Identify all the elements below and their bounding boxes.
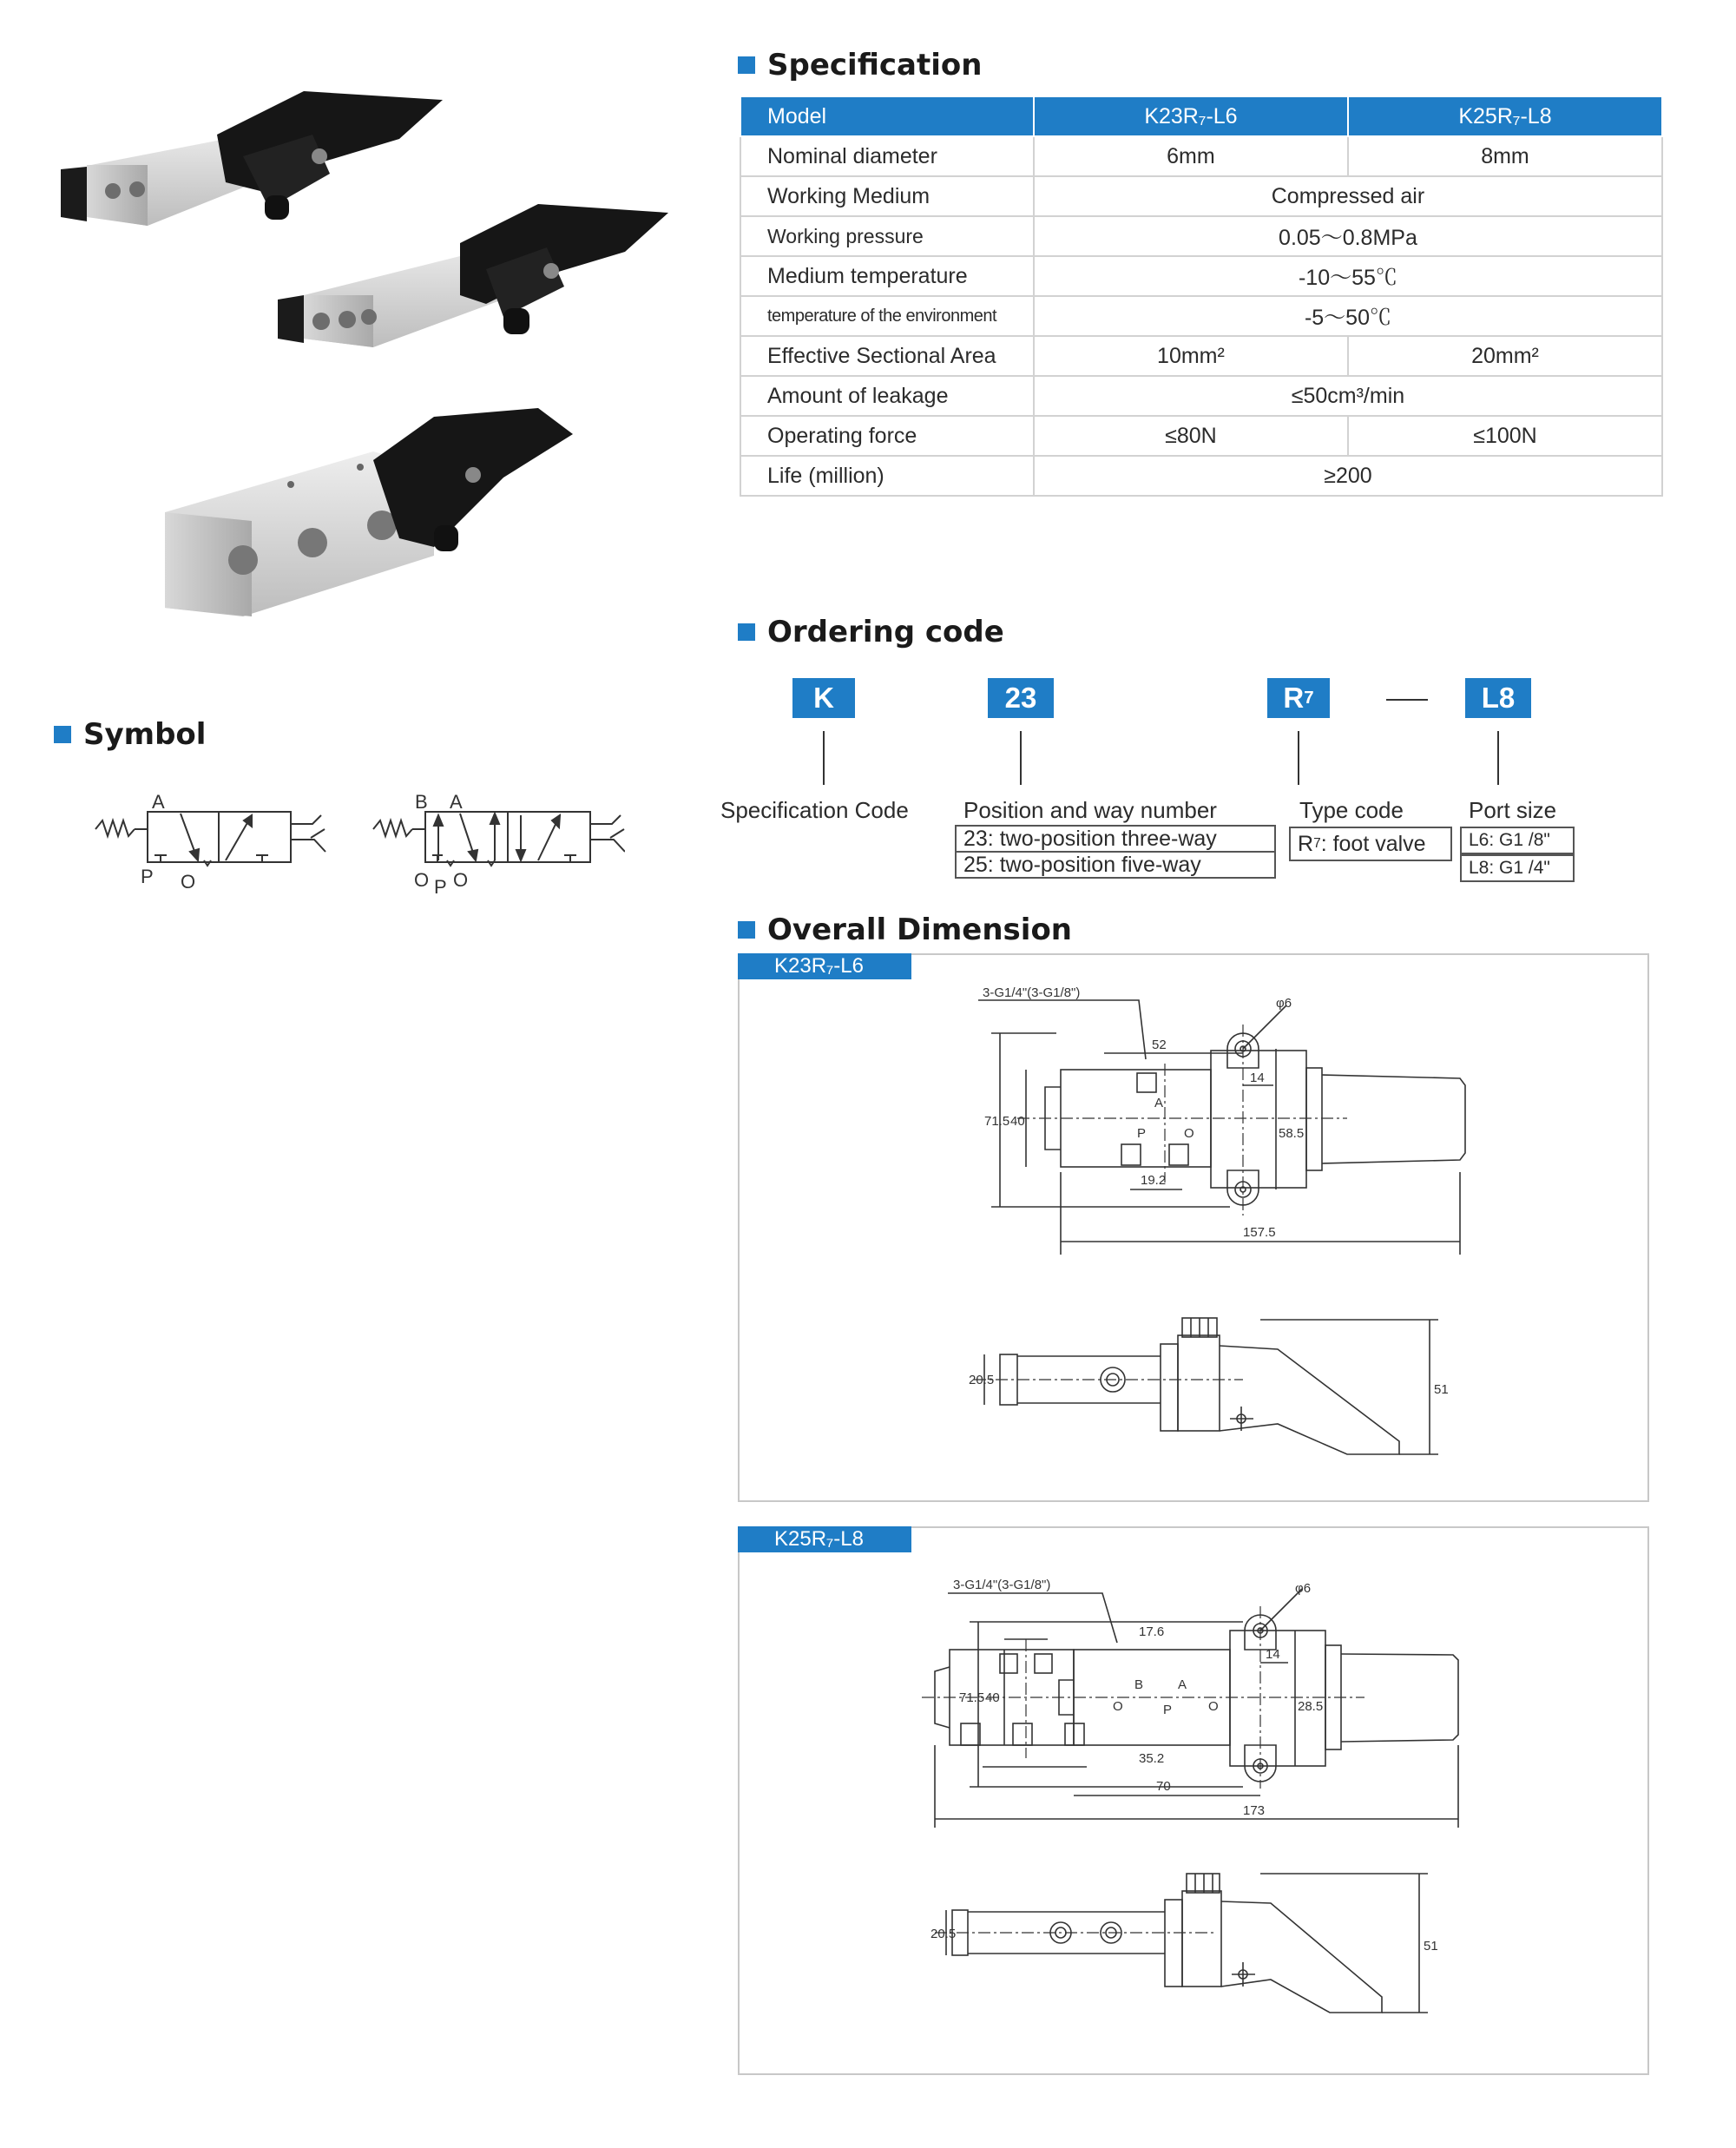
spec-label: Medium temperature: [740, 256, 1034, 296]
spec-value: 0.05～0.8MPa: [1034, 216, 1662, 256]
code-port: L8: [1465, 678, 1531, 718]
port-title: Port size: [1469, 797, 1557, 823]
dim-51: 51: [1434, 1382, 1449, 1397]
heading-square-icon: [54, 726, 71, 743]
dimension-title: Overall Dimension: [767, 913, 1073, 947]
dim-58-5: 58.5: [1279, 1126, 1305, 1141]
connector-line: [1298, 731, 1299, 785]
type-title: Type code: [1299, 797, 1404, 823]
spec-label: Life (million): [740, 456, 1034, 496]
spec-header-k23: K23R₇-L6: [1034, 96, 1348, 136]
dim-71-5: 71.5: [984, 1114, 1010, 1129]
dim-phi: φ6: [1295, 1581, 1312, 1596]
specification-table: [740, 96, 1663, 497]
type-r: R: [1298, 831, 1314, 856]
spec-label: Working pressure: [740, 216, 1034, 256]
spec-row-operating-force: [740, 416, 1662, 456]
valve-photo-2: [278, 204, 668, 347]
dim-port-a: A: [1178, 1677, 1187, 1692]
spec-row-leakage: [740, 376, 1662, 416]
spec-value: Compressed air: [1034, 176, 1662, 216]
port-option-l8: L8: G1 /4": [1460, 854, 1575, 882]
valve-photo-3: [165, 408, 573, 616]
symbol-port-o2: O: [453, 869, 469, 891]
dim-port-label: 3-G1/4"(3-G1/8"): [983, 985, 1081, 1000]
product-photos: [52, 52, 677, 642]
symbol-5-way: [373, 791, 625, 898]
dim-28-5: 28.5: [1298, 1699, 1324, 1714]
dim-14: 14: [1266, 1647, 1280, 1662]
spec-value: 20mm²: [1348, 336, 1662, 376]
spec-value: -10～55℃: [1034, 256, 1662, 296]
spec-header-row: [740, 96, 1662, 136]
spec-label: Working Medium: [740, 176, 1034, 216]
spec-value: 6mm: [1034, 136, 1348, 176]
code-r7: [1267, 678, 1330, 718]
dim-40: 40: [985, 1690, 1000, 1705]
spec-code-label: Specification Code: [720, 797, 909, 823]
spec-label: Effective Sectional Area: [740, 336, 1034, 376]
spec-header-model: Model: [740, 96, 1034, 136]
code-r-sub: 7: [1304, 688, 1314, 708]
dim-port-p: P: [1137, 1126, 1147, 1141]
dim-52: 52: [1152, 1038, 1167, 1052]
type-sub: 7: [1313, 836, 1321, 851]
spec-row-effective-area: [740, 336, 1662, 376]
dim-71-5: 71.5: [959, 1690, 985, 1705]
heading-square-icon: [738, 921, 755, 939]
dim-35-2: 35.2: [1139, 1751, 1165, 1766]
code-r-letter: R: [1283, 682, 1305, 714]
heading-square-icon: [738, 56, 755, 74]
dim-157-5: 157.5: [1243, 1225, 1276, 1240]
position-option-23: 23: two-position three-way: [955, 825, 1276, 853]
dimension-panel-k25: [738, 1526, 1649, 2075]
spec-row-nominal-diameter: [740, 136, 1662, 176]
dim-51: 51: [1424, 1939, 1438, 1954]
connector-line: [823, 731, 825, 785]
valve-symbols: [87, 786, 625, 899]
spec-value: ≤50cm³/min: [1034, 376, 1662, 416]
heading-square-icon: [738, 623, 755, 641]
symbol-port-o: O: [181, 871, 196, 893]
spec-header-k25: K25R₇-L8: [1348, 96, 1662, 136]
drawing-k25: [740, 1528, 1647, 2073]
dimension-panel-k23: [738, 953, 1649, 1502]
dimension-heading: [738, 913, 1072, 947]
spec-value: ≤80N: [1034, 416, 1348, 456]
symbol-port-a: A: [152, 791, 165, 813]
symbol-port-p: P: [434, 876, 447, 898]
symbol-port-b: B: [415, 791, 428, 813]
position-option-25: 25: two-position five-way: [955, 851, 1276, 879]
dim-17-6: 17.6: [1139, 1624, 1165, 1639]
valve-photo-1: [61, 91, 443, 226]
dim-phi: φ6: [1276, 996, 1292, 1011]
code-23: 23: [988, 678, 1054, 718]
position-title: Position and way number: [963, 797, 1217, 823]
symbol-port-p: P: [141, 866, 154, 887]
ordering-heading: [738, 615, 1004, 649]
code-k: K: [792, 678, 855, 718]
spec-row-working-medium: [740, 176, 1662, 216]
symbol-3-way: [95, 791, 326, 893]
spec-row-medium-temperature: [740, 256, 1662, 296]
dim-port-o1: O: [1113, 1699, 1123, 1714]
dim-port-o: O: [1184, 1126, 1194, 1141]
spec-value: 10mm²: [1034, 336, 1348, 376]
spec-row-env-temperature: [740, 296, 1662, 336]
spec-label: Amount of leakage: [740, 376, 1034, 416]
ordering-title: Ordering code: [767, 615, 1004, 649]
symbol-title: Symbol: [83, 717, 207, 752]
dim-port-o2: O: [1208, 1699, 1219, 1714]
specification-heading: [738, 48, 982, 82]
dim-14: 14: [1250, 1071, 1265, 1085]
dim-port-p: P: [1163, 1703, 1173, 1717]
port-option-l6: L6: G1 /8": [1460, 827, 1575, 854]
code-dash: [1386, 699, 1428, 701]
symbol-port-o1: O: [414, 869, 430, 891]
panel-tab-k23: K23R₇-L6: [738, 953, 911, 979]
connector-line: [1020, 731, 1022, 785]
symbol-heading: [54, 717, 206, 752]
dim-20-5: 20.5: [930, 1927, 957, 1941]
dim-173: 173: [1243, 1803, 1266, 1818]
dim-40: 40: [1010, 1114, 1025, 1129]
dim-19-2: 19.2: [1141, 1173, 1167, 1188]
type-option: [1289, 827, 1452, 861]
dim-70: 70: [1156, 1779, 1171, 1794]
dim-20-5: 20.5: [969, 1373, 995, 1387]
drawing-k23: [740, 955, 1647, 1500]
spec-label: Operating force: [740, 416, 1034, 456]
dim-port-a: A: [1154, 1096, 1164, 1110]
spec-row-working-pressure: [740, 216, 1662, 256]
type-desc: : foot valve: [1320, 831, 1426, 856]
dim-port-b: B: [1134, 1677, 1144, 1692]
specification-title: Specification: [767, 48, 983, 82]
panel-tab-k25: K25R₇-L8: [738, 1526, 911, 1552]
spec-value: ≥200: [1034, 456, 1662, 496]
spec-row-life: [740, 456, 1662, 496]
spec-value: -5～50℃: [1034, 296, 1662, 336]
spec-label: Nominal diameter: [740, 136, 1034, 176]
symbol-port-a: A: [450, 791, 463, 813]
spec-value: ≤100N: [1348, 416, 1662, 456]
connector-line: [1497, 731, 1499, 785]
dim-port-label: 3-G1/4"(3-G1/8"): [953, 1578, 1051, 1592]
spec-value: 8mm: [1348, 136, 1662, 176]
spec-label: temperature of the environment: [740, 296, 1034, 336]
